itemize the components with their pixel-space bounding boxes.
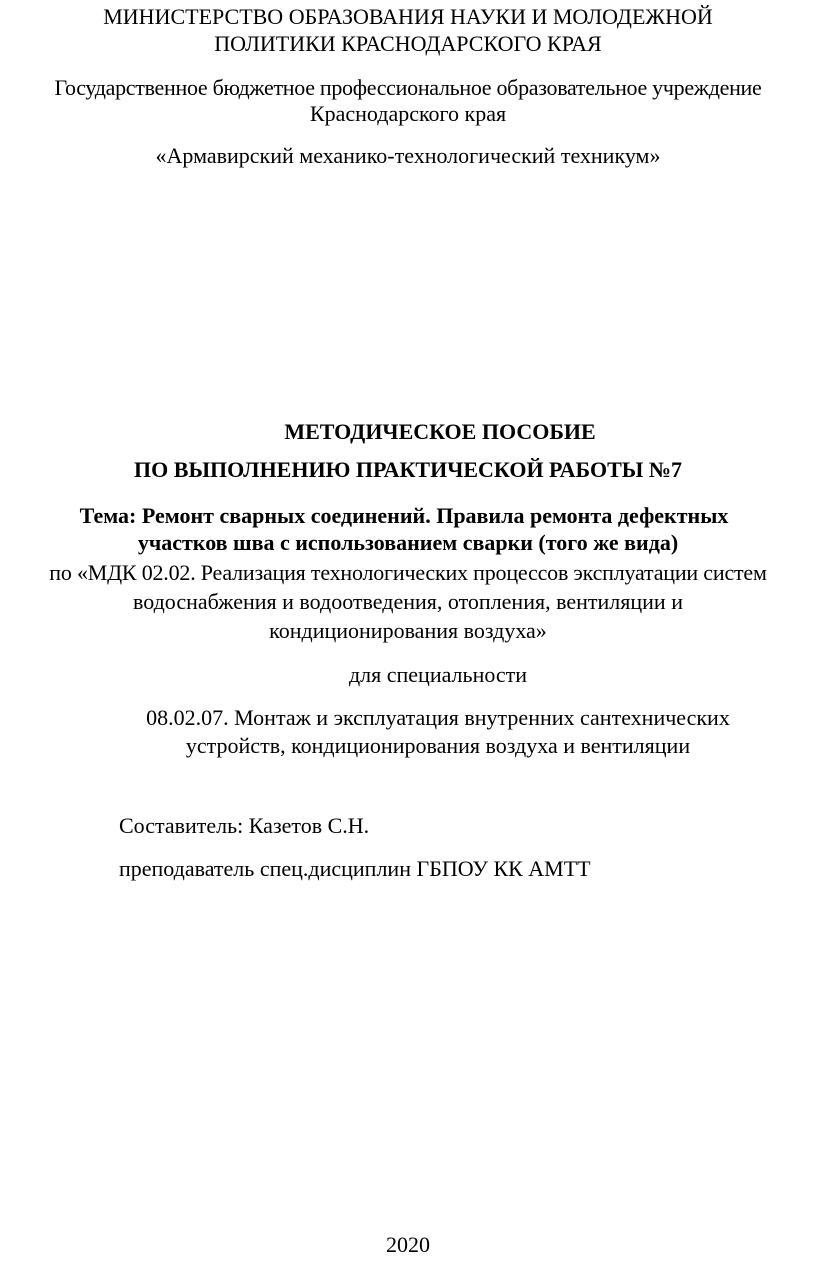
compiler-position: преподаватель спец.дисциплин ГБПОУ КК АМТТ: [119, 856, 591, 881]
institution-line-2: Краснодарского края: [309, 101, 507, 126]
compiler: Составитель: Казетов С.Н.: [119, 813, 370, 838]
specialty-line-2: устройств, кондиционирования воздуха и вентиляции: [185, 733, 691, 758]
specialty-line-1: 08.02.07. Монтаж и эксплуатация внутренних сантехнических: [146, 705, 730, 730]
college-name: «Армавирский механико-технологический техникум»: [155, 143, 661, 168]
course-line-2: водоснабжения и водоотведения, отопления, вентиляции и: [133, 589, 683, 614]
topic-line-2: участков шва с использованием сварки (того же вида): [137, 530, 679, 555]
year: 2020: [386, 1232, 430, 1257]
doc-title-line-2: ПО ВЫПОЛНЕНИЮ ПРАКТИЧЕСКОЙ РАБОТЫ №7: [134, 457, 682, 482]
institution-line-1: Государственное бюджетное профессиональное образовательное учреждение: [54, 75, 762, 100]
course-line-3: кондиционирования воздуха»: [269, 618, 547, 643]
topic-line-1: Тема: Ремонт сварных соединений. Правила ремонта дефектных: [79, 503, 729, 528]
ministry-line-1: МИНИСТЕРСТВО ОБРАЗОВАНИЯ НАУКИ И МОЛОДЕЖНОЙ: [103, 4, 713, 29]
doc-title-line-1: МЕТОДИЧЕСКОЕ ПОСОБИЕ: [284, 419, 596, 444]
specialty-label: для специальности: [348, 662, 528, 687]
course-line-1: по «МДК 02.02. Реализация технологических процессов эксплуатации систем: [49, 560, 767, 585]
ministry-line-2: ПОЛИТИКИ КРАСНОДАРСКОГО КРАЯ: [214, 31, 602, 56]
